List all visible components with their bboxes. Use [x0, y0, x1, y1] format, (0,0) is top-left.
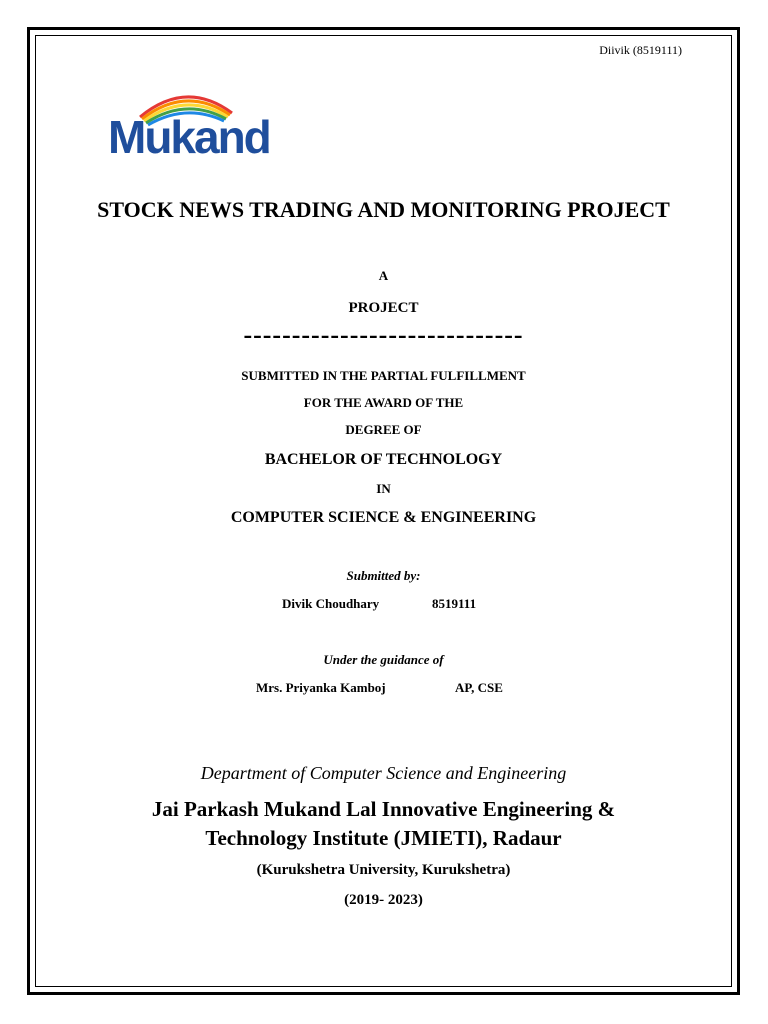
session-years: (2019- 2023) [344, 892, 423, 908]
line-project: PROJECT [348, 300, 419, 316]
line-in: IN [376, 481, 391, 496]
line-a: A [378, 268, 389, 283]
institute-line-2: Technology Institute (JMIETI), Radaur [205, 826, 562, 850]
guidance-label: Under the guidance of [323, 652, 444, 667]
institute-line-1: Jai Parkash Mukand Lal Innovative Engineering & [151, 797, 616, 821]
mukand-logo [106, 73, 270, 163]
student-roll: 8519111 [432, 596, 477, 611]
guide-name: Mrs. Priyanka Kamboj [256, 680, 386, 695]
submitted-by-label: Submitted by: [346, 568, 421, 583]
submitted-line-3: DEGREE OF [345, 422, 422, 437]
student-name: Divik Choudhary [282, 596, 380, 611]
submitted-line-2: FOR THE AWARD OF THE [303, 395, 464, 410]
guide-designation: AP, CSE [455, 680, 503, 695]
dashed-separator: ----------------------------- [243, 320, 524, 349]
university-name: (Kurukshetra University, Kurukshetra) [256, 862, 511, 878]
header-id: Diivik (8519111) [599, 43, 682, 57]
institute-name [35, 795, 732, 853]
department-name: Department of Computer Science and Engineering [200, 763, 567, 783]
branch-name: COMPUTER SCIENCE & ENGINEERING [230, 509, 537, 526]
degree-name: BACHELOR OF TECHNOLOGY [264, 451, 503, 468]
logo-text: Mukand [108, 111, 270, 163]
submitted-line-1: SUBMITTED IN THE PARTIAL FULFILLMENT [241, 368, 526, 383]
project-title: STOCK NEWS TRADING AND MONITORING PROJECT [97, 197, 670, 222]
